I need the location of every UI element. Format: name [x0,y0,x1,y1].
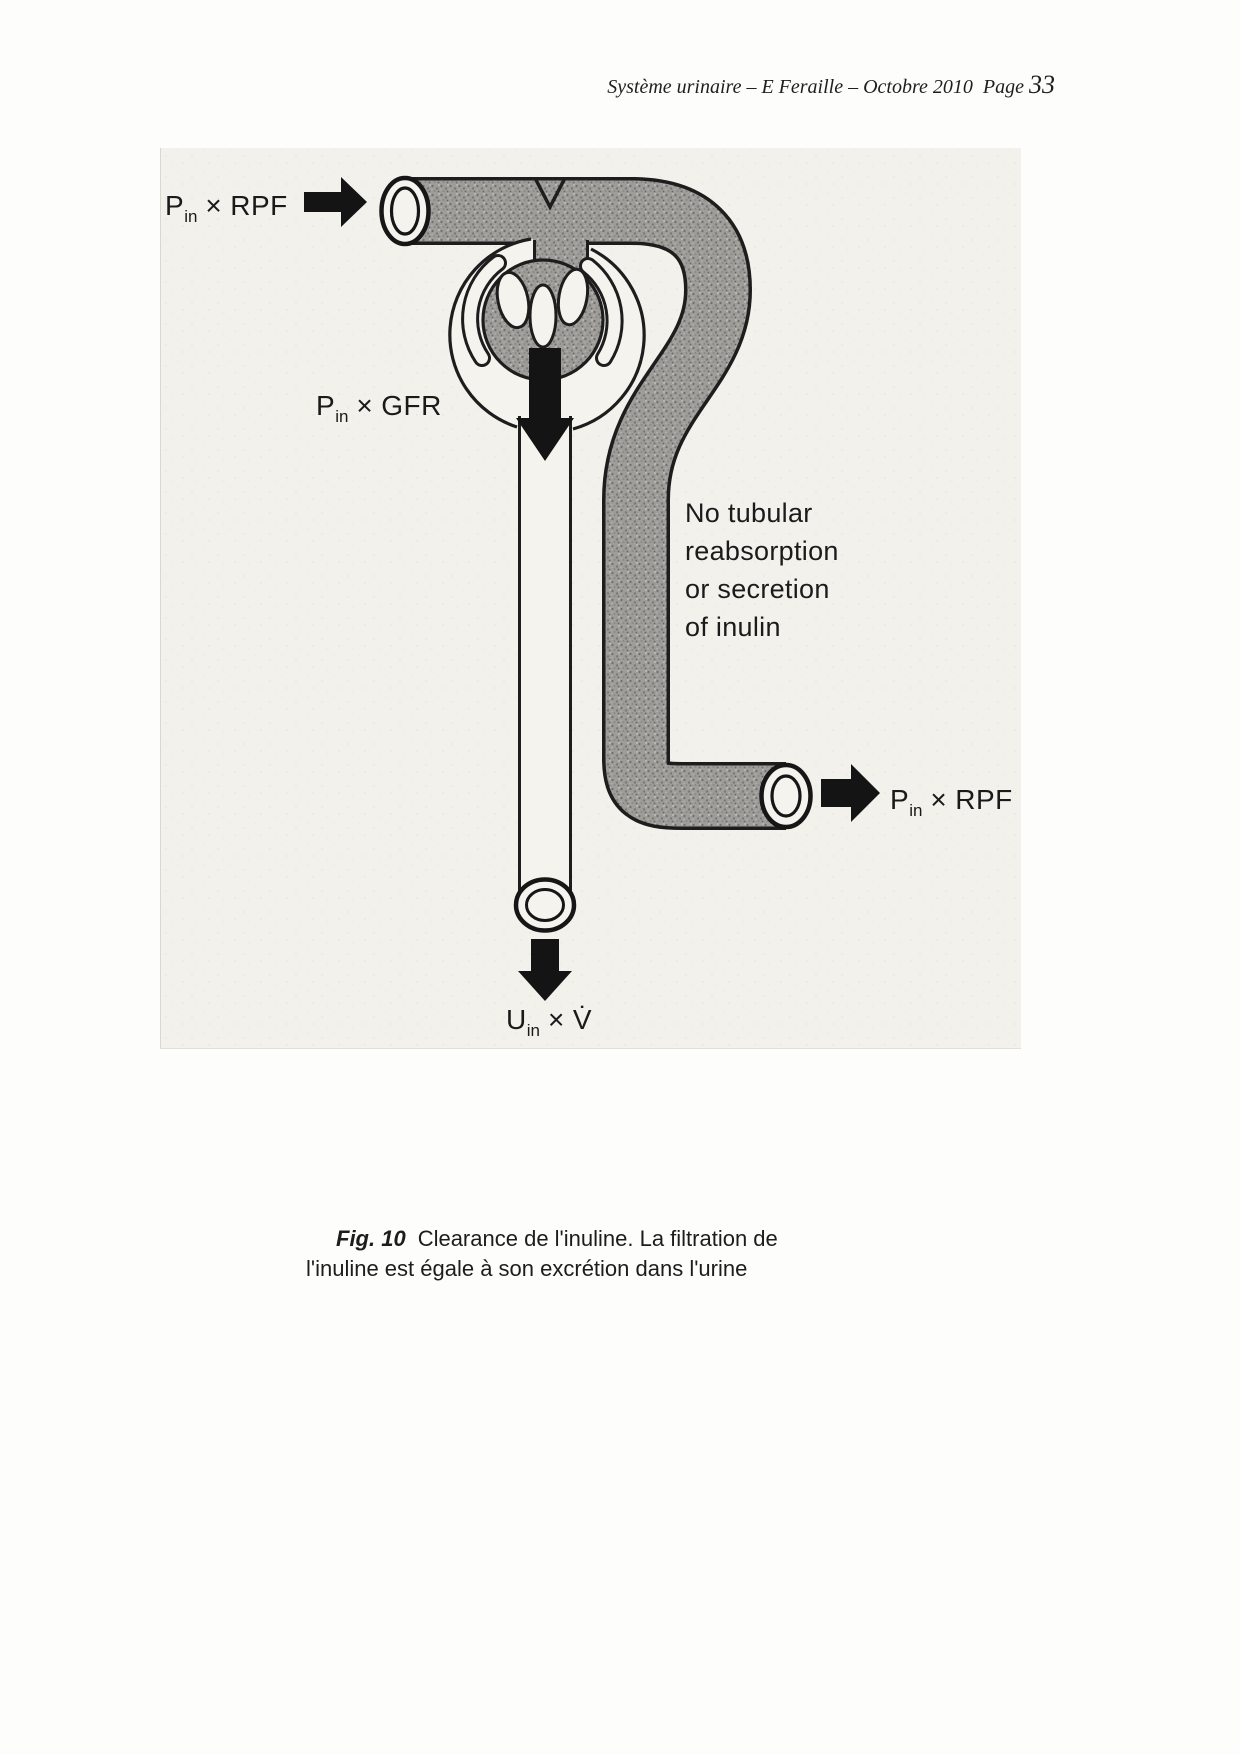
caption-figure-number: Fig. 10 [336,1226,406,1251]
label-urine: $U_{in}$ × V̇ [505,1004,592,1040]
caption-line1: Fig. 10 Clearance de l'inuline. La filtration de [336,1226,778,1251]
renal-tubule [518,412,572,906]
label-inflow: $P_{in}$ × RPF [165,190,288,226]
note-no-reabsorption: No tubular reabsorption or secretion of inulin [685,498,839,642]
caption-line2: l'inuline est égale à son excrétion dans l'urine [306,1256,748,1281]
header-page-number: 33 [1029,70,1055,99]
capillary-loop [530,285,556,347]
label-outflow: $P_{in}$ × RPF [890,784,1013,820]
header-title: Système urinaire – E Feraille – Octobre 2010 Page [607,76,1029,98]
page-header [607,70,1055,100]
figure-scan [160,148,1021,1049]
figure-caption [306,1224,778,1284]
label-filtration: $P_{in}$ × GFR [316,390,442,426]
nephron-diagram [161,148,1021,1048]
